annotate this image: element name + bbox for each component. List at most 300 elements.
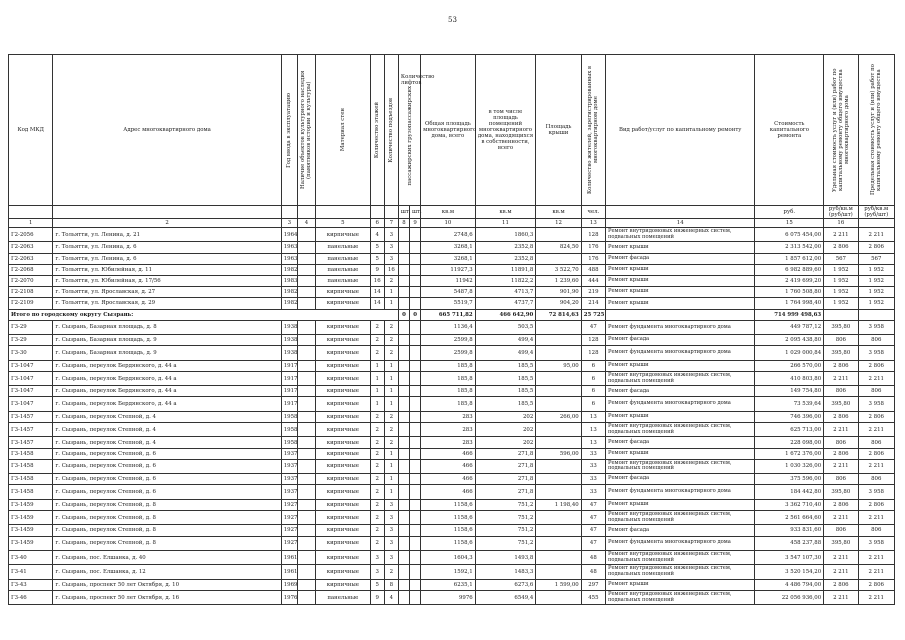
cell-max: 806 [858, 525, 894, 536]
column-number: 7 [384, 219, 398, 228]
cell-incl: 271,8 [475, 459, 536, 473]
cell-addr: г. Сызрань, Базарная площадь, д. 9 [53, 335, 281, 346]
cell-kod: Г3-1459 [9, 499, 53, 510]
cell-max: 3 958 [858, 485, 894, 499]
cell-spec: 2 211 [824, 565, 858, 579]
cell-mat: кирпичные [316, 360, 371, 371]
cell-year: 1963 [281, 242, 297, 253]
cell-area: 466 [421, 474, 476, 485]
cell-work: Ремонт фасада [605, 437, 755, 448]
table-row [9, 360, 895, 371]
cell-incl: 185,5 [475, 371, 536, 385]
column-number: 5 [316, 219, 371, 228]
cell-year: 1976 [281, 590, 297, 604]
cell-cost: 6 075 454,00 [755, 228, 824, 242]
cell-year: 1982 [281, 298, 297, 309]
cell-en: 3 [384, 228, 398, 242]
cell-lb [410, 346, 421, 360]
cell-heritage [297, 287, 315, 298]
cell-cost: 375 596,00 [755, 474, 824, 485]
cell-en: 1 [384, 397, 398, 411]
cell-kod: Г3-46 [9, 590, 53, 604]
cell-work: Ремонт крыши [605, 242, 755, 253]
cell-heritage [297, 411, 315, 422]
cell-spec: 1 952 [824, 287, 858, 298]
cell-work: Ремонт крыши [605, 287, 755, 298]
cell-fl: 2 [370, 459, 384, 473]
cell-cost: 2 095 438,80 [755, 335, 824, 346]
cell-incl: 202 [475, 437, 536, 448]
cell-roof [536, 474, 581, 485]
cell-lb [410, 423, 421, 437]
cell-work: Ремонт фасада [605, 474, 755, 485]
cell-en: 2 [384, 275, 398, 286]
cell-max: 2 806 [858, 448, 894, 459]
header-entrances: Количество подъездов [384, 55, 398, 206]
cell-heritage [297, 590, 315, 604]
cell-year: 1937 [281, 485, 297, 499]
unit-lifts-b: шт. [410, 206, 421, 219]
cell-heritage [297, 371, 315, 385]
cell-lb [410, 320, 421, 334]
header-kod: Код МКД [9, 55, 53, 206]
column-number: 10 [421, 219, 476, 228]
header-total-area: Общая площадь многоквартирного дома, всего [421, 55, 476, 206]
cell-incl: 751,2 [475, 525, 536, 536]
cell-cost: 2 313 542,00 [755, 242, 824, 253]
cell-area: 283 [421, 411, 476, 422]
cell-la [398, 397, 409, 411]
cell-res: 33 [581, 485, 605, 499]
cell-mat: кирпичные [316, 411, 371, 422]
cell-fl: 2 [370, 525, 384, 536]
table-row [9, 287, 895, 298]
table-row [9, 550, 895, 564]
cell-year: 1969 [281, 579, 297, 590]
cell-cost: 22 056 936,00 [755, 590, 824, 604]
cell-cost: 2 419 699,20 [755, 275, 824, 286]
cell-roof [536, 346, 581, 360]
cell-fl: 1 [370, 397, 384, 411]
cell-spec: 567 [824, 253, 858, 264]
cell-fl: 1 [370, 386, 384, 397]
cell-area: 5487,8 [421, 287, 476, 298]
cell-incl: 2352,8 [475, 242, 536, 253]
cell-res: 176 [581, 242, 605, 253]
cell-la [398, 474, 409, 485]
cell-en: 1 [384, 485, 398, 499]
cell-fl: 2 [370, 536, 384, 550]
cell-area: 5519,7 [421, 298, 476, 309]
cell-area: 185,8 [421, 360, 476, 371]
cell-kod: Г3-41 [9, 565, 53, 579]
cell-en: 2 [384, 437, 398, 448]
cell-en: 3 [384, 499, 398, 510]
cell-heritage [297, 579, 315, 590]
cell-res: 219 [581, 287, 605, 298]
cell-work: Ремонт крыши [605, 275, 755, 286]
cell-heritage [297, 437, 315, 448]
cell-roof: 1 599,00 [536, 579, 581, 590]
repair-program-table [8, 54, 895, 605]
cell-mat: кирпичные [316, 287, 371, 298]
cell-cost: 266 570,00 [755, 360, 824, 371]
cell-lb [410, 510, 421, 524]
subtotal-area: 665 711,82 [421, 309, 476, 320]
unit-incl-area: кв.м [475, 206, 536, 219]
column-number: 3 [281, 219, 297, 228]
cell-kod: Г2-2109 [9, 298, 53, 309]
unit-roof-area: кв.м [536, 206, 581, 219]
cell-incl: 11891,8 [475, 264, 536, 275]
cell-heritage [297, 474, 315, 485]
cell-max: 1 952 [858, 275, 894, 286]
cell-mat: кирпичные [316, 499, 371, 510]
cell-kod: Г3-1458 [9, 485, 53, 499]
table-row [9, 525, 895, 536]
cell-mat: кирпичные [316, 459, 371, 473]
cell-addr: г. Сызрань, проспект 50 лет Октября, д. 10 [53, 579, 281, 590]
cell-max: 2 211 [858, 371, 894, 385]
table-row [9, 320, 895, 334]
cell-res: 47 [581, 320, 605, 334]
cell-work: Ремонт фасада [605, 386, 755, 397]
table-row [9, 510, 895, 524]
cell-incl: 202 [475, 411, 536, 422]
cell-res: 128 [581, 346, 605, 360]
cell-addr: г. Сызрань, переулок Бердянского, д. 44 а [53, 371, 281, 385]
cell-heritage [297, 459, 315, 473]
cell-cost: 149 754,80 [755, 386, 824, 397]
cell-lb [410, 386, 421, 397]
cell-addr: г. Сызрань, пос. Елшанка, д. 40 [53, 550, 281, 564]
cell-addr: г. Сызрань, переулок Степной, д. 6 [53, 474, 281, 485]
cell-roof [536, 371, 581, 385]
cell-fl: 2 [370, 346, 384, 360]
cell-heritage [297, 536, 315, 550]
cell-en: 1 [384, 371, 398, 385]
cell-cost: 625 713,00 [755, 423, 824, 437]
cell-roof: 266,00 [536, 411, 581, 422]
cell-la [398, 499, 409, 510]
cell-year: 1958 [281, 437, 297, 448]
cell-spec: 806 [824, 474, 858, 485]
cell-incl: 6273,6 [475, 579, 536, 590]
cell-roof: 1 239,60 [536, 275, 581, 286]
cell-mat: кирпичные [316, 386, 371, 397]
cell-addr: г. Тольятти, ул. Ленина, д. 6 [53, 242, 281, 253]
cell-addr: г. Сызрань, переулок Бердянского, д. 44 а [53, 386, 281, 397]
cell-incl: 4713,7 [475, 287, 536, 298]
table-row [9, 536, 895, 550]
cell-area: 283 [421, 423, 476, 437]
cell-la [398, 459, 409, 473]
cell-heritage [297, 335, 315, 346]
cell-addr: г. Сызрань, Базарная площадь, д. 8 [53, 320, 281, 334]
cell-heritage [297, 565, 315, 579]
cell-lb [410, 242, 421, 253]
cell-mat: кирпичные [316, 437, 371, 448]
cell-en: 2 [384, 335, 398, 346]
cell-year: 1937 [281, 459, 297, 473]
cell-work: Ремонт крыши [605, 411, 755, 422]
table-row [9, 474, 895, 485]
table-row [9, 371, 895, 385]
cell-la [398, 346, 409, 360]
cell-spec: 395,80 [824, 536, 858, 550]
cell-kod: Г3-1047 [9, 386, 53, 397]
cell-max: 2 806 [858, 411, 894, 422]
cell-work: Ремонт крыши [605, 448, 755, 459]
table-row [9, 499, 895, 510]
subtotal-incl: 466 642,90 [475, 309, 536, 320]
cell-mat: кирпичные [316, 371, 371, 385]
cell-la [398, 485, 409, 499]
cell-mat: кирпичные [316, 423, 371, 437]
cell-year: 1982 [281, 264, 297, 275]
cell-en: 2 [384, 411, 398, 422]
cell-kod: Г2-2063 [9, 253, 53, 264]
column-number: 12 [536, 219, 581, 228]
cell-addr: г. Сызрань, Базарная площадь, д. 9 [53, 346, 281, 360]
cell-incl: 185,5 [475, 360, 536, 371]
cell-mat: панельные [316, 275, 371, 286]
unit-total-area: кв.м [421, 206, 476, 219]
cell-spec: 2 806 [824, 579, 858, 590]
cell-kod: Г3-43 [9, 579, 53, 590]
cell-area: 6235,1 [421, 579, 476, 590]
cell-res: 6 [581, 397, 605, 411]
cell-max: 2 806 [858, 499, 894, 510]
cell-spec: 2 211 [824, 550, 858, 564]
cell-la [398, 411, 409, 422]
header-floors: Количество этажей [370, 55, 384, 206]
cell-mat: кирпичные [316, 228, 371, 242]
cell-la [398, 242, 409, 253]
cell-spec: 1 952 [824, 275, 858, 286]
cell-kod: Г3-1047 [9, 360, 53, 371]
cell-addr: г. Сызрань, переулок Бердянского, д. 44 а [53, 397, 281, 411]
cell-area: 1158,6 [421, 525, 476, 536]
cell-kod: Г3-1457 [9, 437, 53, 448]
cell-incl: 1483,3 [475, 565, 536, 579]
cell-work: Ремонт фундамента многоквартирного дома [605, 320, 755, 334]
cell-incl: 11822,2 [475, 275, 536, 286]
cell-la [398, 565, 409, 579]
header-residents: Количество жителей, зарегистрированных в многоквартирном доме [581, 55, 605, 206]
cell-mat: кирпичные [316, 448, 371, 459]
cell-heritage [297, 510, 315, 524]
cell-res: 13 [581, 411, 605, 422]
cell-heritage [297, 346, 315, 360]
cell-roof [536, 590, 581, 604]
cell-heritage [297, 253, 315, 264]
table-row [9, 386, 895, 397]
cell-addr: г. Сызрань, проспект 50 лет Октября, д. 16 [53, 590, 281, 604]
cell-la [398, 371, 409, 385]
cell-en: 3 [384, 536, 398, 550]
cell-max: 1 952 [858, 287, 894, 298]
column-number: 16 [824, 219, 858, 228]
cell-spec: 2 211 [824, 459, 858, 473]
cell-work: Ремонт внутридомовых инженерных систем, подвальных помещений [605, 371, 755, 385]
cell-work: Ремонт внутридомовых инженерных систем, подвальных помещений [605, 550, 755, 564]
cell-la [398, 335, 409, 346]
cell-lb [410, 287, 421, 298]
cell-la [398, 264, 409, 275]
cell-fl: 1 [370, 371, 384, 385]
cell-year: 1927 [281, 499, 297, 510]
table-row [9, 448, 895, 459]
cell-lb [410, 275, 421, 286]
cell-work: Ремонт фасада [605, 335, 755, 346]
cell-work: Ремонт фундамента многоквартирного дома [605, 397, 755, 411]
table-row [9, 397, 895, 411]
cell-en: 4 [384, 590, 398, 604]
cell-max: 806 [858, 386, 894, 397]
cell-year: 1963 [281, 253, 297, 264]
cell-addr: г. Тольятти, ул. Юбилейная, д. 11 [53, 264, 281, 275]
cell-kod: Г3-29 [9, 335, 53, 346]
cell-year: 1958 [281, 411, 297, 422]
cell-incl: 185,5 [475, 397, 536, 411]
cell-roof [536, 510, 581, 524]
cell-spec: 2 806 [824, 242, 858, 253]
cell-heritage [297, 242, 315, 253]
subtotal-row [9, 309, 895, 320]
cell-max: 567 [858, 253, 894, 264]
cell-kod: Г3-1459 [9, 510, 53, 524]
cell-incl: 751,2 [475, 536, 536, 550]
cell-area: 1158,6 [421, 499, 476, 510]
cell-spec: 2 211 [824, 371, 858, 385]
cell-fl: 2 [370, 510, 384, 524]
cell-res: 6 [581, 371, 605, 385]
cell-fl: 14 [370, 298, 384, 309]
cell-roof [536, 228, 581, 242]
cell-max: 2 806 [858, 242, 894, 253]
cell-mat: кирпичные [316, 579, 371, 590]
cell-heritage [297, 360, 315, 371]
cell-heritage [297, 298, 315, 309]
cell-heritage [297, 448, 315, 459]
cell-mat: кирпичные [316, 510, 371, 524]
cell-en: 3 [384, 253, 398, 264]
cell-fl: 2 [370, 411, 384, 422]
column-number: 11 [475, 219, 536, 228]
table-row [9, 228, 895, 242]
cell-kod: Г3-1047 [9, 397, 53, 411]
cell-lb [410, 525, 421, 536]
cell-lb [410, 499, 421, 510]
cell-res: 47 [581, 525, 605, 536]
column-numbers-row [9, 219, 895, 228]
header-spec-cost: Удельная стоимость услуг и (или) работ по капитальному ремонту общего имущества многоквартирного дома [824, 55, 858, 206]
cell-max: 2 211 [858, 423, 894, 437]
unit-residents: чел. [581, 206, 605, 219]
cell-la [398, 550, 409, 564]
cell-cost: 1 672 376,00 [755, 448, 824, 459]
cell-kod: Г2-2108 [9, 287, 53, 298]
cell-lb [410, 371, 421, 385]
cell-area: 466 [421, 459, 476, 473]
cell-res: 47 [581, 499, 605, 510]
header-max-cost: Предельная стоимость услуг и (или) работ по капитальному ремонту общего имущества [858, 55, 894, 206]
column-number: 15 [755, 219, 824, 228]
cell-lb [410, 536, 421, 550]
cell-heritage [297, 423, 315, 437]
cell-fl: 3 [370, 565, 384, 579]
cell-cost: 1 030 326,00 [755, 459, 824, 473]
cell-max: 3 958 [858, 320, 894, 334]
cell-spec: 395,80 [824, 346, 858, 360]
cell-spec: 1 952 [824, 264, 858, 275]
cell-res: 297 [581, 579, 605, 590]
cell-lb [410, 411, 421, 422]
cell-lb [410, 335, 421, 346]
cell-max: 806 [858, 335, 894, 346]
cell-area: 185,8 [421, 371, 476, 385]
cell-year: 1938 [281, 346, 297, 360]
subtotal-lifts-b: 0 [410, 309, 421, 320]
cell-year: 1938 [281, 335, 297, 346]
cell-work: Ремонт крыши [605, 499, 755, 510]
cell-area: 1604,3 [421, 550, 476, 564]
cell-roof: 3 522,70 [536, 264, 581, 275]
cell-en: 3 [384, 510, 398, 524]
cell-year: 1982 [281, 287, 297, 298]
cell-lb [410, 397, 421, 411]
table-row [9, 335, 895, 346]
cell-kod: Г3-30 [9, 346, 53, 360]
cell-year: 1917 [281, 386, 297, 397]
cell-en: 1 [384, 474, 398, 485]
cell-spec: 806 [824, 335, 858, 346]
cell-max: 3 958 [858, 346, 894, 360]
cell-cost: 3 362 710,40 [755, 499, 824, 510]
cell-res: 33 [581, 459, 605, 473]
column-number: 2 [53, 219, 281, 228]
cell-work: Ремонт фасада [605, 525, 755, 536]
cell-incl: 202 [475, 423, 536, 437]
cell-area: 283 [421, 437, 476, 448]
table-row [9, 346, 895, 360]
cell-addr: г. Сызрань, переулок Степной, д. 4 [53, 411, 281, 422]
cell-cost: 1 760 508,80 [755, 287, 824, 298]
cell-res: 455 [581, 590, 605, 604]
cell-fl: 9 [370, 264, 384, 275]
cell-work: Ремонт фасада [605, 253, 755, 264]
cell-la [398, 298, 409, 309]
cell-fl: 2 [370, 423, 384, 437]
cell-kod: Г3-40 [9, 550, 53, 564]
subtotal-cost: 714 999 498,63 [755, 309, 824, 320]
cell-addr: г. Сызрань, переулок Степной, д. 6 [53, 459, 281, 473]
header-address: Адрес многоквартирного дома [53, 55, 281, 206]
cell-incl: 2352,8 [475, 253, 536, 264]
cell-kod: Г3-1458 [9, 448, 53, 459]
cell-max: 2 806 [858, 360, 894, 371]
cell-year: 1958 [281, 423, 297, 437]
cell-lb [410, 360, 421, 371]
table-row [9, 242, 895, 253]
cell-en: 2 [384, 565, 398, 579]
cell-en: 3 [384, 525, 398, 536]
cell-lb [410, 565, 421, 579]
cell-area: 2599,8 [421, 335, 476, 346]
cell-fl: 4 [370, 228, 384, 242]
cell-roof [536, 397, 581, 411]
